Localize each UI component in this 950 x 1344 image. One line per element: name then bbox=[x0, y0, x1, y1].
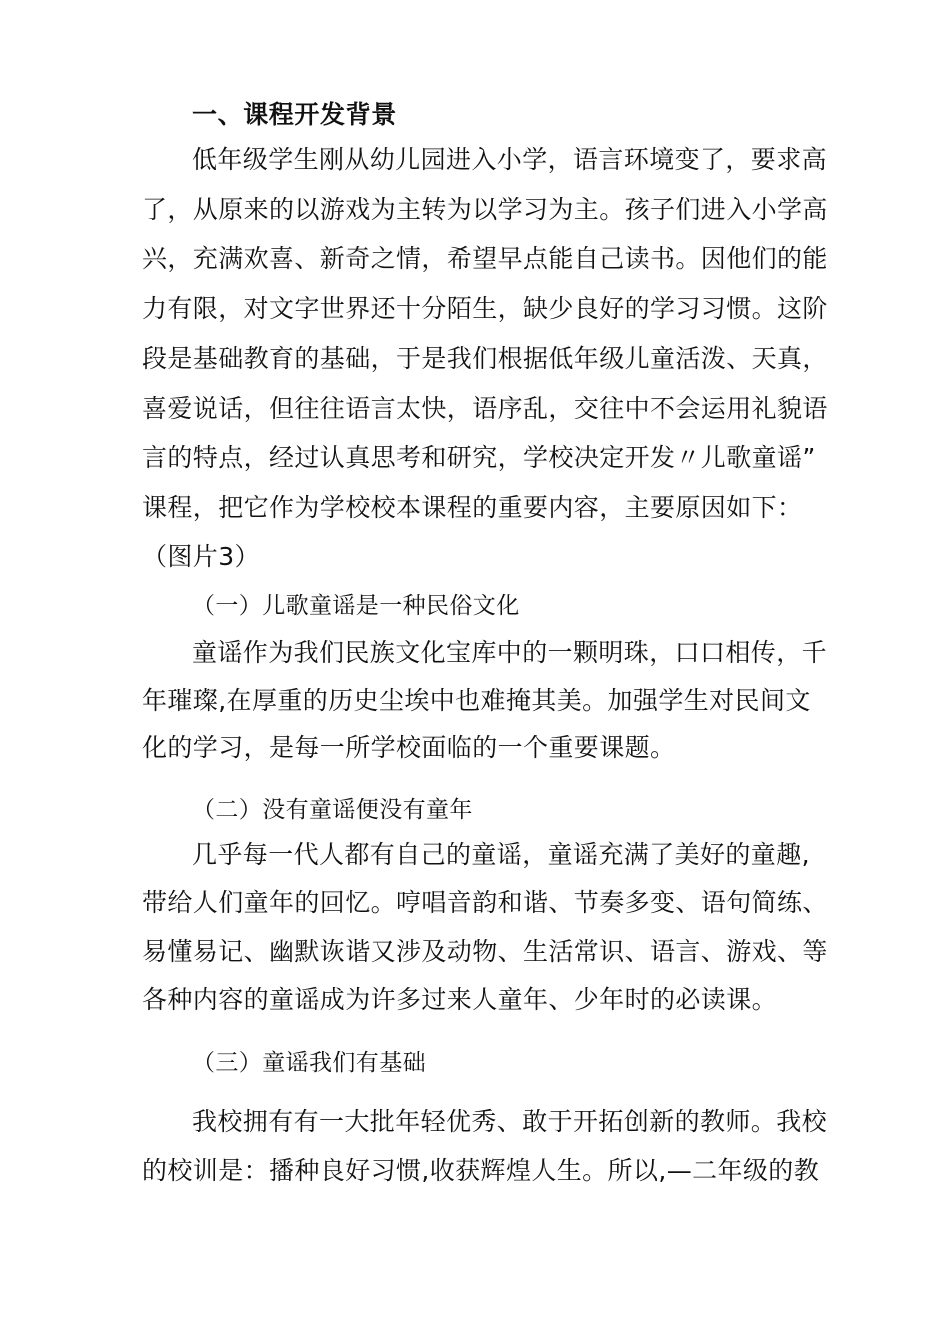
paragraph-line: 低年级学生刚从幼儿园进入小学，语言环境变了，要求高 bbox=[192, 145, 828, 174]
paragraph-line: 年璀璨,在厚重的历史尘埃中也难掩其美。加强学生对民间文 bbox=[142, 686, 811, 715]
paragraph-line: 的校训是：播种良好习惯,收获辉煌人生。所以,—二年级的教 bbox=[142, 1156, 820, 1185]
paragraph-line: 各种内容的童谣成为许多过来人童年、少年时的必读课。 bbox=[142, 985, 778, 1014]
paragraph-line: 力有限，对文字世界还十分陌生，缺少良好的学习习惯。这阶 bbox=[142, 294, 828, 323]
paragraph-line: 几乎每一代人都有自己的童谣，童谣充满了美好的童趣, bbox=[192, 840, 810, 869]
subsection-heading: （三）童谣我们有基础 bbox=[192, 1050, 426, 1076]
paragraph-line: 带给人们童年的回忆。哼唱音韵和谐、节奏多变、语句简练、 bbox=[142, 888, 828, 917]
paragraph-line: 兴，充满欢喜、新奇之情，希望早点能自己读书。因他们的能 bbox=[142, 244, 828, 273]
paragraph-line: 段是基础教育的基础，于是我们根据低年级儿童活泼、天真， bbox=[142, 344, 828, 373]
paragraph-line: 易懂易记、幽默诙谐又涉及动物、生活常识、语言、游戏、等 bbox=[142, 937, 828, 966]
paragraph-line: 了，从原来的以游戏为主转为以学习为主。孩子们进入小学高 bbox=[142, 195, 828, 224]
subsection-heading: （二）没有童谣便没有童年 bbox=[192, 797, 473, 823]
paragraph-line: 言的特点，经过认真思考和研究，学校决定开发〃儿歌童谣” bbox=[142, 443, 816, 472]
paragraph-line: 课程，把它作为学校校本课程的重要内容，主要原因如下： bbox=[142, 493, 803, 522]
figure-reference: （图片3） bbox=[142, 542, 260, 571]
paragraph-line: 化的学习，是每一所学校面临的一个重要课题。 bbox=[142, 733, 676, 762]
subsection-heading: （一）儿歌童谣是一种民俗文化 bbox=[192, 593, 520, 619]
paragraph-line: 喜爱说话，但往往语言太快，语序乱，交往中不会运用礼貌语 bbox=[142, 394, 828, 423]
paragraph-line: 童谣作为我们民族文化宝库中的一颗明珠，口口相传，千 bbox=[192, 638, 828, 667]
paragraph-line: 我校拥有有一大批年轻优秀、敢于开拓创新的教师。我校 bbox=[192, 1107, 828, 1136]
section-title: 一、课程开发背景 bbox=[192, 100, 397, 129]
